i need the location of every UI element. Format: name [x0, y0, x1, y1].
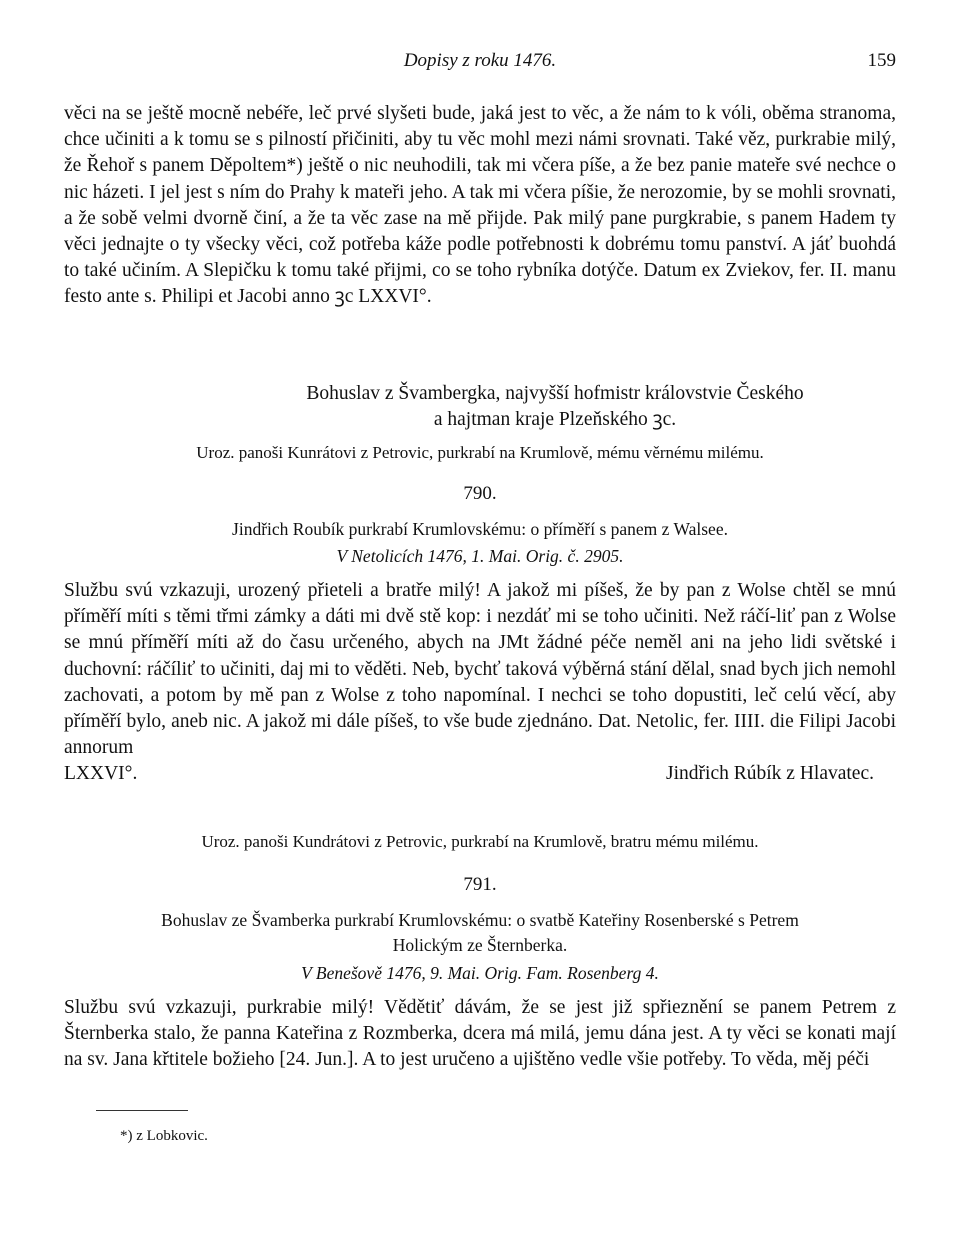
letter-791-body-block	[64, 995, 896, 1074]
letter-789-address: Uroz. panoši Kunrátovi z Petrovic, purkrabí na Krumlově, mému věrnému milému.	[196, 443, 764, 462]
letter-790-number: 790.	[463, 483, 497, 504]
letter-790-address-block	[64, 830, 896, 854]
letter-789-signature-line-1: Bohuslav z Švambergka, najvyšší hofmistr královstvie Českého	[306, 383, 804, 404]
letter-790-number-block	[64, 483, 896, 505]
letter-790-address: Uroz. panoši Kundrátovi z Petrovic, purkrabí na Krumlově, bratru mému milému.	[201, 832, 759, 851]
letter-791-summary-line-1: Bohuslav ze Švamberka purkrabí Krumlovskému: o svatbě Kateřiny Rosenberské s Petrem	[161, 910, 799, 930]
letter-790-summary-block	[64, 517, 896, 542]
letter-789-signature-line-2: a hajtman kraje Plzeňského ꝫc.	[433, 409, 677, 430]
letter-790-source-block	[64, 546, 896, 567]
footnote: *) z Lobkovic.	[120, 1128, 208, 1144]
letter-790-source: V Netolicích 1476, 1. Mai. Orig. č. 2905.	[336, 546, 624, 566]
letter-790-body-block	[64, 578, 896, 787]
page-header	[0, 50, 960, 80]
letter-791-source-block	[64, 963, 896, 984]
footnote-rule	[96, 1110, 188, 1111]
letter-790-summary: Jindřich Roubík purkrabí Krumlovskému: o příměří s panem z Walsee.	[232, 519, 728, 539]
letter-791-body: Službu svú vzkazuji, purkrabie milý! Vědětiť dávám, že se jest již spřieznění se panem Petrem z Šternberka stalo, že panna Kateřina z Rozmberka, dcera má milá, jemu dána jest. A ty věci se konati mají na sv. Jana křtitele božieho [24. Jun.]. A to jest uručeno a ujištěno vedle všie potřeby. To věda, měj péči	[64, 997, 896, 1071]
letter-790-date-end: LXXVI°.	[64, 763, 138, 785]
running-title: Dopisy z roku 1476.	[403, 50, 557, 71]
letter-790-body: Službu svú vzkazuji, urozený přieteli a bratře milý! A jakož mi píšeš, že by pan z Wolse chtěl se mnú příměří míti s těmi třmi zámky a dáti mi dvě stě kop: i nezdáť mi se toho učiniti. Než ráčí-liť pan z Wolse se mnú příměří míti až do času určeného, abych na JMt žádné péče neměl ani na jeho lidi světské i duchovní: ráčíliť to učiniti, daj mi to věděti. Neb, bychť taková výběrná stání dělal, snad bych jich nemohl zachovati, a potom by mě pan z Wolse z toho napomínal. I nechci se toho dopustiti, leč celú věcí, aby příměří bylo, aneb nic. A jakož mi dále píšeš, to vše bude zjednáno. Dat. Netolic, fer. IIII. die Filipi Jacobi annorum	[64, 580, 896, 759]
letter-790-signature: Jindřich Rúbík z Hlavatec.	[666, 763, 874, 785]
letter-790-closing-line	[64, 761, 896, 787]
letter-791-number: 791.	[463, 874, 497, 895]
letter-791-summary-line-2: Holickým ze Šternberka.	[392, 935, 568, 955]
letter-791-summary-block	[64, 908, 896, 958]
letter-791-number-block	[64, 874, 896, 896]
letter-789-signature-block	[64, 381, 896, 433]
page-number: 159	[867, 50, 896, 71]
letter-789-continuation	[64, 101, 896, 311]
letter-789-address-block	[64, 441, 896, 465]
letter-791-source: V Benešově 1476, 9. Mai. Orig. Fam. Rosenberg 4.	[301, 963, 659, 983]
letter-789-body: věci na se ještě mocně nebéře, leč prvé slyšeti bude, jaká jest to věc, a že nám to k vóli, oběma stranoma, chce učiniti a k tomu se s pilností přičiniti, aby tu věc mohl mezi námi srovnati. Také věz, purkrabie milý, že Řehoř s panem Děpoltem*) ještě o nic neuhodili, tak mi včera píše, a že bez panie mateře své nechce o nic házeti. I jel jest s ním do Prahy k mateři jeho. A tak mi včera píšie, že nerozomie, by se mohli srovnati, a že sobě velmi dvorně činí, a že ta věc zase na mě přijde. Pak milý pane purgkrabie, s panem Hadem ty věci jednajte o ty všecky věci, což potřeba káže podle potřebnosti k dobrému tomu panství. A jáť buohdá to také učiním. A Slepičku k tomu také přijmi, co se toho rybníka dotýče. Datum ex Zviekov, fer. II. manu festo ante s. Philipi et Jacobi anno ꝫc LXXVI°.	[64, 103, 896, 308]
